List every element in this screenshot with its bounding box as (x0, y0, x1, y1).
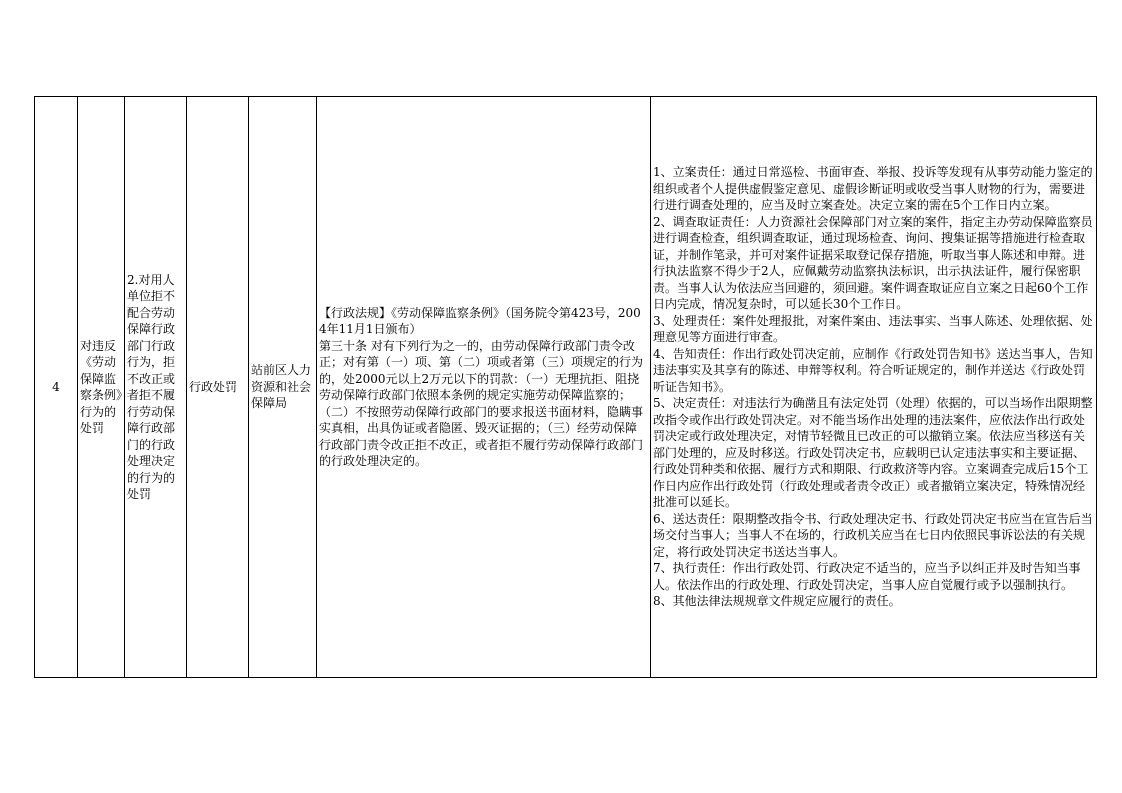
legal-basis-text: 第三十条 对有下列行为之一的，由劳动保障行政部门责令改正；对有第（一）项、第（二）项或者第（三）项规定的行为的，处2000元以上2万元以下的罚款：（一）无理抗拒、阻挠劳动保障行政部门依照本条例的规定实施劳动保障监察的；（二）不按照劳动保障行政部门的要求报送书面材料，隐瞒事实真相，出具伪证或者隐匿、毁灭证据的；（三）经劳动保障行政部门责令改正拒不改正，或者拒不履行劳动保障行政部门的行政处理决定的。 (319, 338, 644, 468)
table-row (35, 97, 1097, 678)
sub-item-name: 2.对用人单位拒不配合劳动保障行政部门行政行为，拒不改正或者拒不履行劳动保障行政部门的行政处理决定的行为的处罚 (125, 97, 187, 678)
responsibility-item: 3、处理责任：案件处理报批，对案件案由、违法事实、当事人陈述、处理依据、处理意见等方面进行审查。 (653, 313, 1093, 345)
legal-basis-cell (317, 97, 651, 678)
power-category: 行政处罚 (187, 97, 249, 678)
responsibility-item: 1、立案责任：通过日常巡检、书面审查、举报、投诉等发现有从事劳动能力鉴定的组织或者个人提供虚假鉴定意见、虚假诊断证明或收受当事人财物的行为，需要进行进行调查处理的，应当及时立案查处。决定立案的需在5个工作日内立案。 (653, 165, 1093, 213)
responsibility-item: 5、决定责任：对违法行为确凿且有法定处罚（处理）依据的，可以当场作出限期整改指令或作出行政处罚决定。对不能当场作出处理的违法案件，应依法作出行政处罚决定或行政处理决定，对情节轻微且已改正的可以撤销立案。依法应当移送有关部门处理的，应及时移送。行政处罚决定书，应载明已认定违法事实和主要证据、行政处罚种类和依据、履行方式和期限、行政救济等内容。立案调查完成后15个工作日内应作出行政处罚（行政处理或者责令改正）或者撤销立案决定，特殊情况经批准可以延长。 (653, 396, 1093, 510)
legal-basis-title: 【行政法规】《劳动保障监察条例》（国务院令第423号，2004年11月1日颁布） (319, 305, 641, 336)
responsibility-table (34, 96, 1097, 678)
responsibility-item: 4、告知责任：作出行政处罚决定前，应制作《行政处罚告知书》送达当事人，告知违法事实及其享有的陈述、申辩等权利。符合听证规定的，制作并送达《行政处罚听证告知书》。 (653, 346, 1093, 394)
responsibility-item: 6、送达责任：限期整改指令书、行政处理决定书、行政处罚决定书应当在宣告后当场交付当事人；当事人不在场的，行政机关应当在七日内依照民事诉讼法的有关规定，将行政处罚决定书送达当事人。 (653, 511, 1093, 559)
item-name: 对违反《劳动保障监察条例》行为的处罚 (78, 97, 125, 678)
row-number: 4 (35, 97, 78, 678)
responsibilities-cell (651, 97, 1097, 678)
responsible-department: 站前区人力资源和社会保障局 (249, 97, 317, 678)
responsibility-item: 8、其他法律法规规章文件规定应履行的责任。 (653, 594, 901, 609)
responsibility-item: 7、执行责任：作出行政处罚、行政决定不适当的，应当予以纠正并及时告知当事人。依法作出的行政处理、行政处罚决定，当事人应自觉履行或予以强制执行。 (653, 561, 1081, 592)
responsibility-item: 2、调查取证责任：人力资源社会保障部门对立案的案件，指定主办劳动保障监察员进行调查检查，组织调查取证，通过现场检查、询问、搜集证据等措施进行检查取证，并制作笔录，并可对案件证据采取登记保存措施，听取当事人陈述和申辩。进行执法监察不得少于2人，应佩戴劳动监察执法标识，出示执法证件，履行保密职责。当事人认为依法应当回避的，须回避。案件调查取证应自立案之日起60个工作日内完成，情况复杂时，可以延长30个工作日。 (653, 214, 1093, 312)
